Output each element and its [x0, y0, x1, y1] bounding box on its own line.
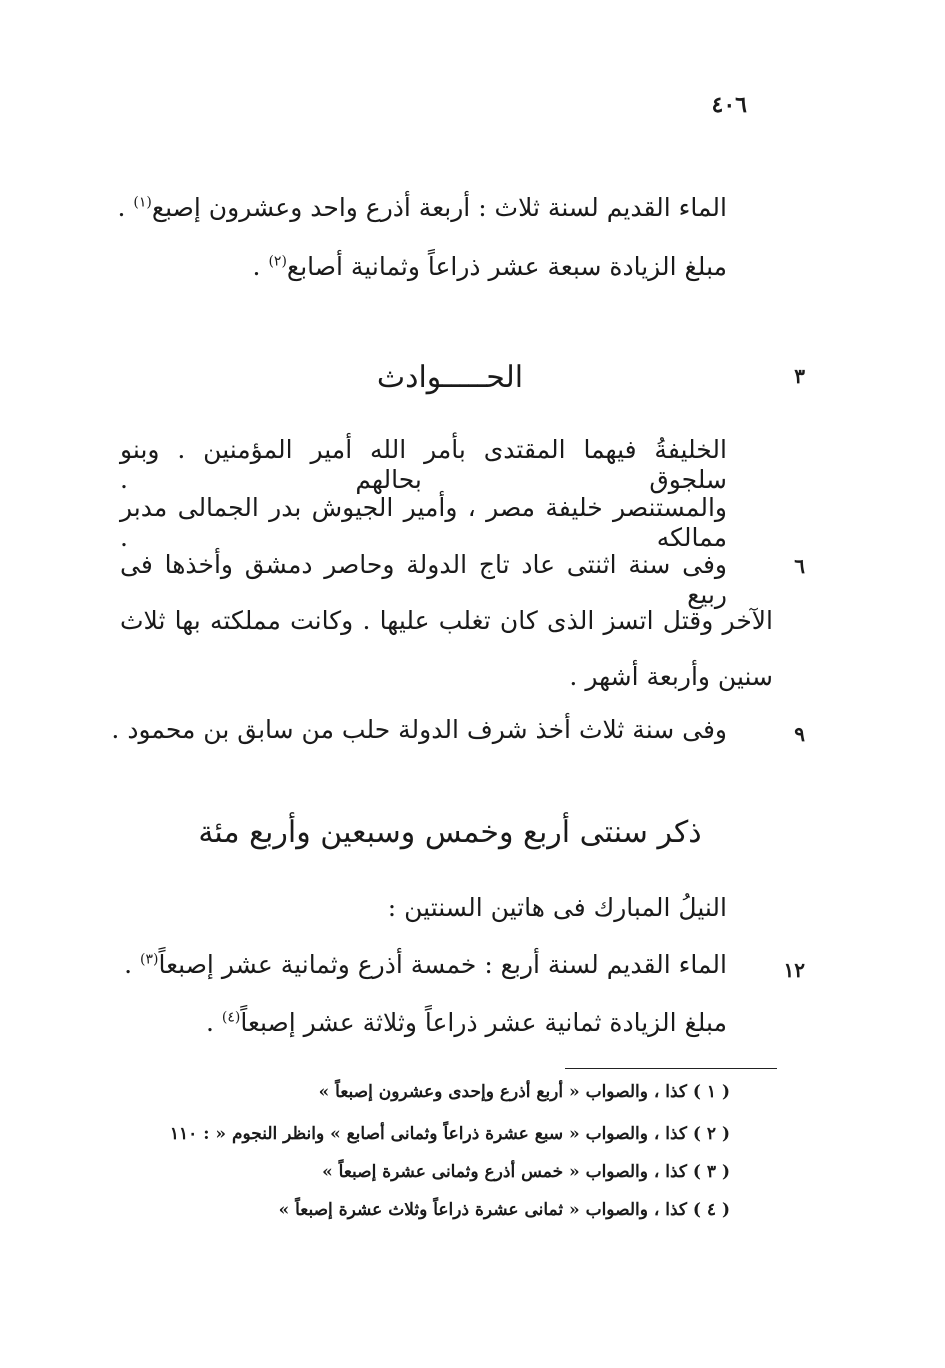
line-marker: ١٢	[783, 958, 805, 982]
section-heading: الحـــــوادث	[376, 360, 524, 395]
text-line	[253, 252, 727, 282]
footnote-ref: (١)	[133, 194, 152, 211]
text-line: وفى سنة اثنتى عاد تاج الدولة وحاصر دمشق وأخذها فى ربيع	[120, 550, 727, 609]
text-line	[206, 1008, 727, 1038]
line-marker: ٦	[794, 554, 805, 578]
footnote-ref: (٢)	[268, 253, 287, 270]
footnote: ( ١ ) كذا ، والصواب « أربع أذرع وإحدى وعشرون إصبعاً »	[318, 1082, 730, 1102]
text-line: وفى سنة ثلاث أخذ شرف الدولة حلب من سابق بن محمود .	[111, 715, 727, 744]
footnote-ref: (٣)	[140, 951, 159, 968]
page-number: ٤٠٦	[711, 92, 747, 118]
line-end: .	[205, 1008, 222, 1037]
footnote: ( ٤ ) كذا ، والصواب « ثمانى عشرة ذراعاً وثلاث عشرة إصبعاً »	[278, 1200, 730, 1220]
line-end: .	[124, 950, 141, 979]
footnote: ( ٢ ) كذا ، والصواب « سبع عشرة ذراعاً وثمانى أصابع » وانظر النجوم « : ١١٠	[169, 1124, 730, 1144]
text-line	[124, 950, 727, 980]
line-marker: ٩	[794, 722, 805, 746]
section-heading: ذكر سنتى أربع وخمس وسبعين وأربع مئة	[198, 815, 702, 850]
text-line: النيلُ المبارك فى هاتين السنتين :	[387, 893, 727, 922]
line-marker: ٣	[794, 364, 805, 388]
footnote-ref: (٤)	[221, 1009, 241, 1026]
text-line	[117, 193, 727, 223]
text-line: والمستنصر خليفة مصر ، وأمير الجيوش بدر الجمالى مدبر ممالكه .	[120, 493, 727, 552]
line-text: الماء القديم لسنة ثلاث : أربعة أذرع واحد وعشرون إصبع	[151, 193, 727, 222]
text-line: الخليفةُ فيهما المقتدى بأمر الله أمير المؤمنين . وبنو سلجوق بحالهم .	[120, 435, 727, 494]
line-end: .	[117, 193, 134, 222]
line-text: مبلغ الزيادة سبعة عشر ذراعاً وثمانية أصابع	[286, 252, 727, 281]
line-text: الماء القديم لسنة أربع : خمسة أذرع وثمانية عشر إصبعاً	[158, 950, 727, 979]
footnote-divider	[565, 1068, 777, 1069]
line-text: مبلغ الزيادة ثمانية عشر ذراعاً وثلاثة عشر إصبعاً	[240, 1008, 727, 1037]
text-line: الآخر وقتل اتسز الذى كان تغلب عليها . وكانت مملكته بها ثلاث	[120, 606, 773, 635]
text-line: سنين وأربعة أشهر .	[569, 662, 773, 691]
footnote: ( ٣ ) كذا ، والصواب « خمس أذرع وثمانى عشرة إصبعاً »	[322, 1162, 730, 1182]
line-end: .	[252, 252, 269, 281]
